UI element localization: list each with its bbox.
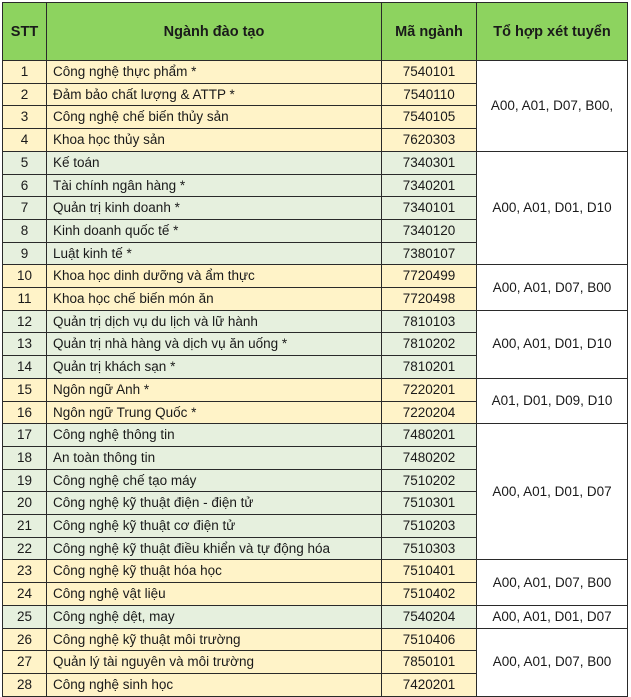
major-code-cell: 7850101 [382, 651, 477, 674]
major-name-cell: Quản lý tài nguyên và môi trường [47, 651, 382, 674]
major-code-cell: 7510303 [382, 537, 477, 560]
major-name-cell: Khoa học chế biến món ăn [47, 288, 382, 311]
stt-cell: 10 [3, 265, 47, 288]
combo-cell: A00, A01, D01, D07 [477, 424, 628, 560]
major-name-cell: Quản trị khách sạn * [47, 356, 382, 379]
stt-cell: 2 [3, 83, 47, 106]
stt-cell: 23 [3, 560, 47, 583]
major-name-cell: Kế toán [47, 151, 382, 174]
stt-cell: 14 [3, 356, 47, 379]
major-name-cell: Công nghệ kỹ thuật môi trường [47, 628, 382, 651]
combo-cell: A00, A01, D01, D10 [477, 151, 628, 265]
table-row [3, 378, 628, 401]
major-code-cell: 7420201 [382, 673, 477, 696]
major-name-cell: Công nghệ chế tạo máy [47, 469, 382, 492]
major-code-cell: 7540105 [382, 106, 477, 129]
stt-cell: 15 [3, 378, 47, 401]
stt-cell: 19 [3, 469, 47, 492]
major-code-cell: 7510402 [382, 583, 477, 606]
stt-cell: 17 [3, 424, 47, 447]
major-name-cell: Đảm bảo chất lượng & ATTP * [47, 83, 382, 106]
stt-cell: 6 [3, 174, 47, 197]
stt-cell: 22 [3, 537, 47, 560]
major-code-cell: 7340120 [382, 219, 477, 242]
major-name-cell: Ngôn ngữ Anh * [47, 378, 382, 401]
major-name-cell: Công nghệ vật liệu [47, 583, 382, 606]
major-name-cell: Khoa học dinh dưỡng và ẩm thực [47, 265, 382, 288]
major-code-cell: 7720499 [382, 265, 477, 288]
major-name-cell: Quản trị dịch vụ du lịch và lữ hành [47, 310, 382, 333]
major-code-cell: 7540204 [382, 605, 477, 628]
major-name-cell: Công nghệ thông tin [47, 424, 382, 447]
table-row [3, 265, 628, 288]
major-name-cell: Công nghệ chế biến thủy sản [47, 106, 382, 129]
stt-cell: 24 [3, 583, 47, 606]
combo-cell: A00, A01, D01, D10 [477, 310, 628, 378]
major-code-cell: 7340101 [382, 197, 477, 220]
major-code-cell: 7220201 [382, 378, 477, 401]
stt-cell: 21 [3, 515, 47, 538]
table-row [3, 61, 628, 84]
combo-cell: A00, A01, D07, B00 [477, 628, 628, 696]
major-code-cell: 7720498 [382, 288, 477, 311]
major-name-cell: Công nghệ kỹ thuật điều khiển và tự động hóa [47, 537, 382, 560]
major-name-cell: Kinh doanh quốc tế * [47, 219, 382, 242]
major-code-cell: 7340201 [382, 174, 477, 197]
stt-cell: 7 [3, 197, 47, 220]
major-code-cell: 7810202 [382, 333, 477, 356]
stt-cell: 1 [3, 61, 47, 84]
major-code-cell: 7810103 [382, 310, 477, 333]
stt-cell: 9 [3, 242, 47, 265]
header-combo: Tổ hợp xét tuyển [477, 3, 628, 61]
major-name-cell: Công nghệ kỹ thuật điện - điện tử [47, 492, 382, 515]
stt-cell: 16 [3, 401, 47, 424]
table-body [3, 61, 628, 697]
stt-cell: 8 [3, 219, 47, 242]
combo-cell: A00, A01, D07, B00 [477, 265, 628, 310]
header-major: Ngành đào tạo [47, 3, 382, 61]
table-row [3, 310, 628, 333]
stt-cell: 26 [3, 628, 47, 651]
stt-cell: 4 [3, 129, 47, 152]
major-code-cell: 7480201 [382, 424, 477, 447]
major-code-cell: 7540101 [382, 61, 477, 84]
stt-cell: 5 [3, 151, 47, 174]
major-code-cell: 7510202 [382, 469, 477, 492]
combo-cell: A01, D01, D09, D10 [477, 378, 628, 423]
table-row [3, 628, 628, 651]
major-code-cell: 7510203 [382, 515, 477, 538]
combo-cell: A00, A01, D01, D07 [477, 605, 628, 628]
stt-cell: 12 [3, 310, 47, 333]
stt-cell: 27 [3, 651, 47, 674]
admission-table [2, 2, 628, 697]
table-row [3, 424, 628, 447]
major-code-cell: 7480202 [382, 446, 477, 469]
major-code-cell: 7510406 [382, 628, 477, 651]
stt-cell: 28 [3, 673, 47, 696]
major-name-cell: Công nghệ kỹ thuật cơ điện tử [47, 515, 382, 538]
major-name-cell: Quản trị nhà hàng và dịch vụ ăn uống * [47, 333, 382, 356]
major-code-cell: 7810201 [382, 356, 477, 379]
major-code-cell: 7510401 [382, 560, 477, 583]
major-code-cell: 7340301 [382, 151, 477, 174]
stt-cell: 25 [3, 605, 47, 628]
combo-cell: A00, A01, D07, B00, [477, 61, 628, 152]
major-name-cell: Quản trị kinh doanh * [47, 197, 382, 220]
major-code-cell: 7620303 [382, 129, 477, 152]
major-code-cell: 7540110 [382, 83, 477, 106]
major-code-cell: 7380107 [382, 242, 477, 265]
stt-cell: 20 [3, 492, 47, 515]
stt-cell: 11 [3, 288, 47, 311]
header-code: Mã ngành [382, 3, 477, 61]
header-stt: STT [3, 3, 47, 61]
major-name-cell: Công nghệ kỹ thuật hóa học [47, 560, 382, 583]
major-code-cell: 7220204 [382, 401, 477, 424]
table-row [3, 151, 628, 174]
major-name-cell: Luật kinh tế * [47, 242, 382, 265]
stt-cell: 3 [3, 106, 47, 129]
major-name-cell: Khoa học thủy sản [47, 129, 382, 152]
major-name-cell: An toàn thông tin [47, 446, 382, 469]
combo-cell: A00, A01, D07, B00 [477, 560, 628, 605]
major-name-cell: Công nghệ dệt, may [47, 605, 382, 628]
stt-cell: 13 [3, 333, 47, 356]
header-row [3, 3, 628, 61]
major-name-cell: Công nghệ sinh học [47, 673, 382, 696]
major-name-cell: Công nghệ thực phẩm * [47, 61, 382, 84]
major-name-cell: Ngôn ngữ Trung Quốc * [47, 401, 382, 424]
stt-cell: 18 [3, 446, 47, 469]
table-row [3, 560, 628, 583]
table-row [3, 605, 628, 628]
major-name-cell: Tài chính ngân hàng * [47, 174, 382, 197]
major-code-cell: 7510301 [382, 492, 477, 515]
